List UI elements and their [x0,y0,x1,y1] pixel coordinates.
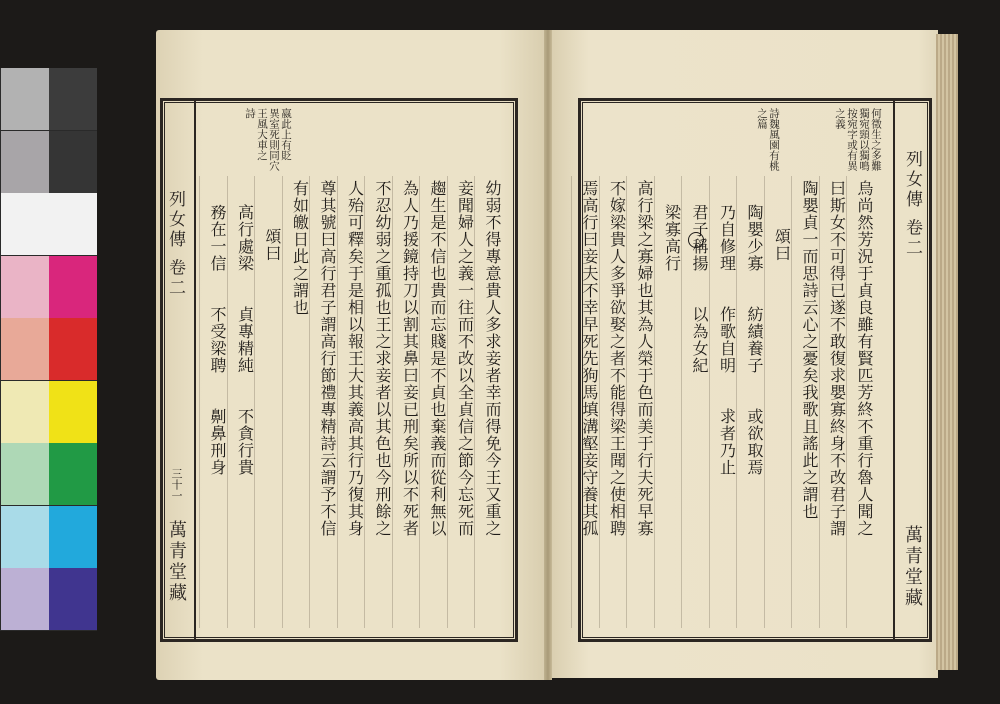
upper-note-4: 之義 [834,108,846,129]
left-folio: 三十一 [170,468,183,501]
right-page-column-3: 陶嬰貞一而思詩云心之憂矣我歌且謠此之謂也 [800,180,819,520]
swatch-indigo [49,568,97,630]
upper-note-3: 王風大車之 [256,108,268,161]
right-publisher: 萬青堂藏 [902,525,923,609]
swatch-pink-light [1,256,49,318]
right-page-column-8: 梁寡高行 [662,204,682,272]
right-page-column-9: 高行梁之寡婦也其為人榮于色而美于行夫死早寡 [635,180,654,537]
left-page-column-4: 為人乃援鏡持刀以割其鼻曰妾已刑矣所以不死者 [400,180,420,537]
upper-note-4: 詩 [244,108,256,119]
page-edges [936,34,958,670]
left-page-column-6: 人殆可釋矣于是相以報王大其義高其行乃復其身 [345,180,365,537]
swatch-yellow [49,381,97,443]
right-page-column-5: 陶嬰少寡 紡績養子 或欲取焉 [745,204,764,476]
right-page-column-7: 君子稱揚 以為女紀 [690,204,709,374]
left-page-column-1: 幼弱不得專意貴人多求妾者幸而得免今王又重之 [483,180,502,537]
left-page-column-3: 趨生是不信也貴而忘賤是不貞也棄義而從利無以 [428,180,447,537]
left-page-column-8: 有如皦日此之謂也 [290,180,310,316]
left-publisher: 萬青堂藏 [166,520,187,604]
swatch-pale-green [1,443,49,505]
left-page-column-11: 務在一信 不受梁聘 劓鼻刑身 [208,204,227,476]
right-page-column-6: 乃自修理 作歌自明 求者乃止 [717,204,737,476]
book-gutter [544,30,552,680]
right-page-column-4: 頌曰 [772,228,792,262]
upper-note-5: 詩魏風園有桃 [768,108,780,171]
column-rule [199,176,200,628]
section-marker-circle [688,232,704,248]
upper-note-6: 之篇 [756,108,768,129]
upper-note-1: 何徵生之多難 [870,108,882,171]
left-page-column-9: 頌曰 [263,228,282,262]
right-page-column-10: 不嫁梁貴人多爭欲娶之者不能得梁王聞之使相聘 [607,180,627,537]
right-page-column-11: 焉高行曰妾夫不幸早死先狗馬填溝壑妾守養其孤 [580,180,599,537]
swatch-gray-light [1,68,49,130]
upper-note-2: 異室死則同穴 [268,108,280,171]
swatch-cyan [49,506,97,568]
swatch-pale-yellow [1,381,49,443]
swatch-gray-darker [49,131,97,193]
swatch-pale-cyan [1,506,49,568]
swatch-magenta [49,256,97,318]
color-calibration-card [0,68,97,631]
left-page-column-7: 尊其號曰高行君子謂高行節禮專精詩云謂予不信 [318,180,337,537]
upper-note-1: 嬴此上有貶 [280,108,292,161]
left-page-column-5: 不忍幼弱之重孤也王之求妾者以其色也今刑餘之 [373,180,392,537]
swatch-lavender [1,568,49,630]
upper-note-2: 獨宛頸以獨鳴 [858,108,870,171]
upper-note-3: 按宛字或有異 [846,108,858,171]
swatch-salmon [1,318,49,380]
left-margin-title: 列女傳 卷二 [165,190,185,299]
swatch-green [49,443,97,505]
swatch-white-2 [49,193,97,255]
right-page-column-1: 烏尚然芳況于貞良雖有賢匹芳終不重行魯人聞之 [855,180,874,537]
right-margin-title: 列女傳 卷二 [902,150,922,259]
swatch-white [1,193,49,255]
left-page-column-10: 高行處梁 貞專精純 不貪行貴 [235,204,255,476]
swatch-gray-mid [1,131,49,193]
right-page-column-2: 曰斯女不可得已遂不敢復求嬰寡終身不改君子謂 [827,180,847,537]
column-rule [571,176,572,628]
left-page-column-2: 妾聞婦人之義一往而不改以全貞信之節今忘死而 [455,180,475,537]
swatch-gray-dark [49,68,97,130]
swatch-red [49,318,97,380]
